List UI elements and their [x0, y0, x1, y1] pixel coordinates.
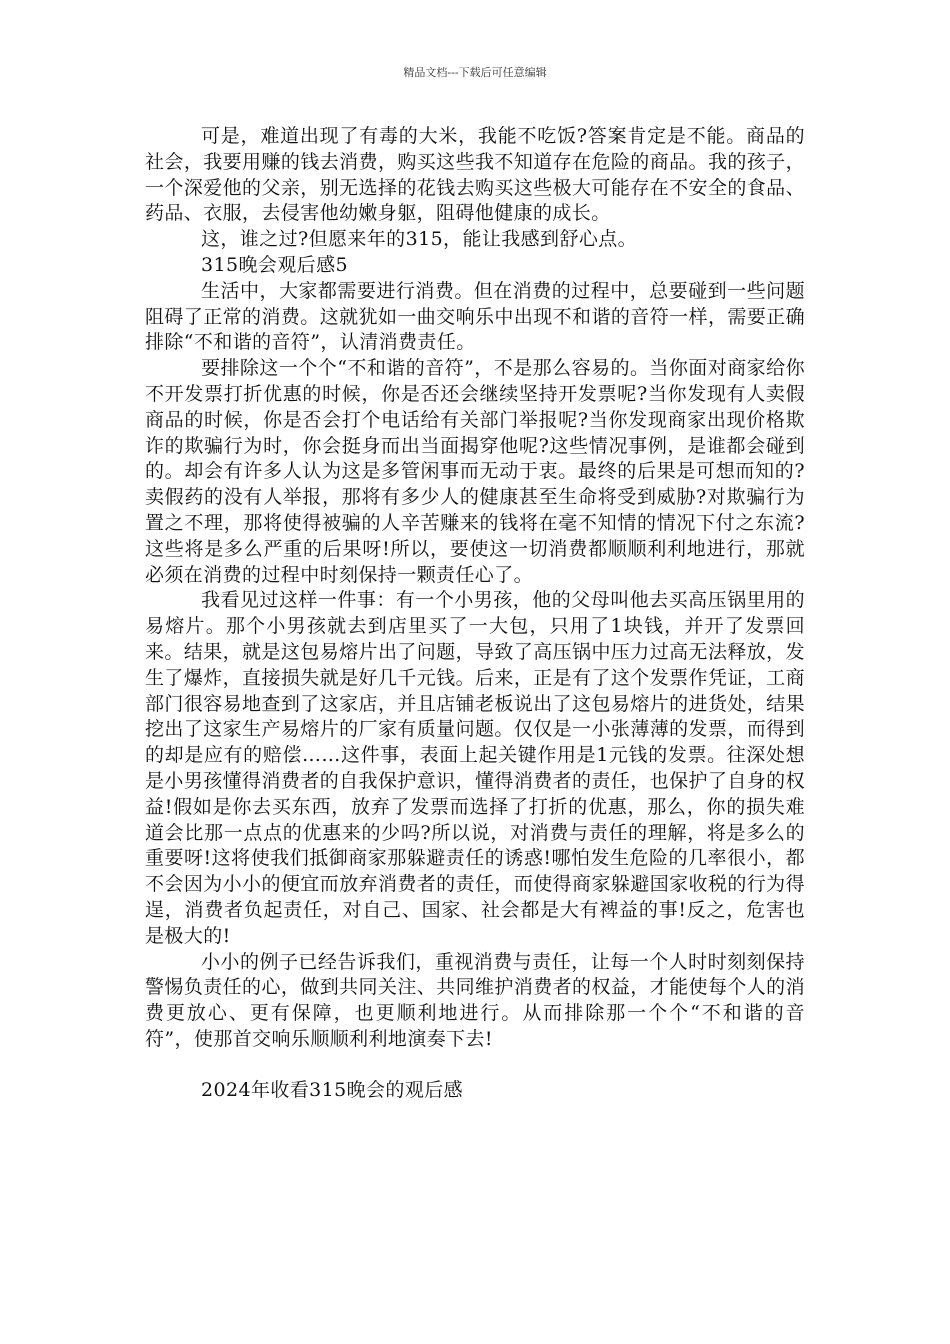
paragraph-3: 生活中，大家都需要进行消费。但在消费的过程中，总要碰到一些问题阻碍了正常的消费。这就犹如一曲交响乐中出现不和谐的音符一样，需要正确排除“不和谐的音符”，认清消费责任。 — [145, 279, 805, 354]
paragraph-1: 可是，难道出现了有毒的大米，我能不吃饭?答案肯定是不能。商品的社会，我要用赚的钱去消费，购买这些我不知道存在危险的商品。我的孩子，一个深爱他的父亲，别无选择的花钱去购买这些极大可能存在不安全的食品、药品、衣服，去侵害他幼嫩身躯，阻碍他健康的成长。 — [145, 125, 805, 225]
paragraph-2: 这，谁之过?但愿来年的315，能让我感到舒心点。 — [201, 228, 638, 251]
page-header: 精品文档---下载后可任意编辑 — [403, 66, 547, 79]
blank-line — [145, 1053, 805, 1079]
next-article-title: 2024年收看315晚会的观后感 — [201, 1079, 464, 1102]
paragraph-6: 小小的例子已经告诉我们，重视消费与责任，让每一个人时时刻刻保持警惕负责任的心，做到共同关注、共同维护消费者的权益，才能使每个人的消费更放心、更有保障，也更顺利地进行。从而排除那一个个“不和谐的音符”，使那首交响乐顺顺利利地演奏下去! — [145, 950, 805, 1050]
paragraph-5: 我看见过这样一件事：有一个小男孩，他的父母叫他去买高压锅里用的易熔片。那个小男孩就去到店里买了一大包，只用了1块钱，并开了发票回来。结果，就是这包易熔片出了问题，导致了高压锅中压力过高无法释放，发生了爆炸，直接损失就是好几千元钱。后来，正是有了这个发票作凭证，工商部门很容易地查到了这家店，并且店铺老板说出了这包易熔片的进货处，结果挖出了这家生产易熔片的厂家有质量问题。仅仅是一小张薄薄的发票，而得到的却是应有的赔偿……这件事，表面上起关键作用是1元钱的发票。往深处想是小男孩懂得消费者的自我保护意识，懂得消费者的责任，也保护了自身的权益!假如是你去买东西，放弃了发票而选择了打折的优惠，那么，你的损失难道会比那一点点的优惠来的少吗?所以说，对消费与责任的理解，将是多么的重要呀!这将使我们抵御商家那躲避责任的诱惑!哪怕发生危险的几率很小，都不会因为小小的便宜而放弃消费者的责任，而使得商家躲避国家收税的行为得逞，消费者负起责任，对自己、国家、社会都是大有裨益的事!反之，危害也是极大的! — [145, 589, 805, 947]
section-heading: 315晚会观后感5 — [201, 253, 348, 276]
document-body — [145, 124, 805, 1104]
paragraph-4: 要排除这一个个“不和谐的音符”，不是那么容易的。当你面对商家给你不开发票打折优惠的时候，你是否还会继续坚持开发票呢?当你发现有人卖假商品的时候，你是否会打个电话给有关部门举报呢?当你发现商家出现价格欺诈的欺骗行为时，你会挺身而出当面揭穿他呢?这些情况事例，是谁都会碰到的。却会有许多人认为这是多管闲事而无动于衷。最终的后果是可想而知的?卖假药的没有人举报，那将有多少人的健康甚至生命将受到威胁?对欺骗行为置之不理，那将使得被骗的人辛苦赚来的钱将在毫不知情的情况下付之东流?这些将是多么严重的后果呀!所以，要使这一切消费都顺顺利利地进行，那就必须在消费的过程中时刻保持一颗责任心了。 — [145, 357, 805, 586]
